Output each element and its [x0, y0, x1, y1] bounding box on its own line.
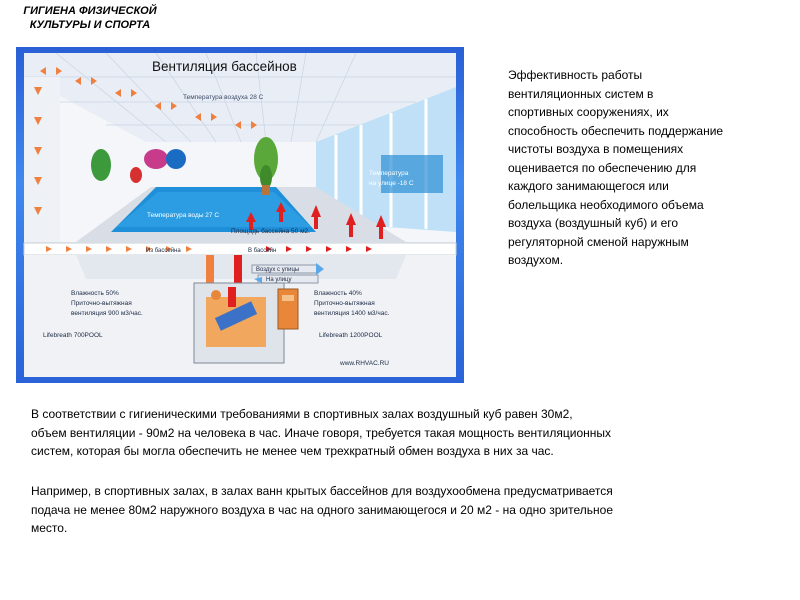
right-humidity-label: Влажность 40%: [314, 290, 362, 297]
right-text-line: чистоты воздуха в помещениях: [508, 142, 684, 156]
outside-temperature-label-2: на улице -18 С: [369, 180, 414, 187]
diagram-illustration: [16, 47, 464, 383]
right-ventilation-unit: [278, 289, 298, 329]
right-text-line: способность обеспечить поддержание: [508, 123, 724, 138]
left-humidity-label: Влажность 50%: [71, 290, 119, 297]
from-pool-label: Из бассейна: [146, 248, 181, 254]
right-paragraph: [508, 66, 778, 270]
paragraph-line: объем вентиляции - 90м2 на человека в час. Иначе говоря, требуется такая мощность вентиляционных: [31, 425, 611, 440]
pool-area-label: Площадь бассейна 50 м2.: [231, 228, 310, 235]
water-temperature-label: Температура воды 27 С: [147, 212, 220, 219]
right-text-line: вентиляционных систем в: [508, 86, 654, 101]
right-text-line: воздуха (воздушный куб) и его: [508, 216, 679, 230]
right-text-line: Эффективность работы: [508, 68, 643, 82]
left-ventilation-type: Приточно-вытяжная: [71, 300, 132, 307]
section-header: [10, 4, 170, 32]
right-ventilation-type: Приточно-вытяжная: [314, 300, 375, 307]
right-ventilation-rate: вентиляция 1400 м3/час.: [314, 310, 390, 317]
header-line-2: КУЛЬТУРЫ И СПОРТА: [29, 19, 151, 31]
left-ventilation-unit: [194, 283, 284, 363]
paragraph-line: систем, которая бы могла обеспечить не менее чем трехкратный обмен воздуха в них за час.: [31, 444, 554, 458]
right-text-line: регуляторной сменой наружным: [508, 234, 689, 249]
paragraph-line: В соответствии с гигиеническими требованиями в спортивных залах воздушный куб равен 30м2,: [31, 407, 573, 421]
right-text-line: оценивается по обеспечению для: [508, 160, 697, 175]
right-text-line: болельщика необходимого объема: [508, 197, 704, 212]
outside-temperature-label-1: Температура: [369, 170, 409, 177]
right-text-line: спортивных сооружениях, их: [508, 105, 669, 119]
left-model-label: Lifebreath 700POOL: [43, 332, 103, 339]
header-line-1: ГИГИЕНА ФИЗИЧЕСКОЙ: [23, 5, 157, 17]
right-model-label: Lifebreath 1200POOL: [319, 332, 383, 339]
pool-ventilation-diagram: [16, 47, 464, 383]
paragraph-line: Например, в спортивных залах, в залах ванн крытых бассейнов для воздухообмена предусматривается: [31, 484, 613, 498]
right-text-line: воздухом.: [508, 253, 564, 267]
to-pool-label: В бассейн: [248, 248, 277, 254]
paragraph-hygiene-requirements: [31, 405, 751, 461]
to-outside-label: На улицу: [266, 277, 292, 283]
left-ventilation-rate: вентиляция 900 м3/час.: [71, 310, 143, 317]
paragraph-line: подача не менее 80м2 наружного воздуха в час на одного занимающегося и 20 м2 - на одно зрительное: [31, 502, 613, 517]
website-label: www.RHVAC.RU: [340, 360, 389, 367]
paragraph-line: место.: [31, 521, 68, 535]
diagram-title: Вентиляция бассейнов: [152, 59, 297, 74]
outside-air-label: Воздух с улицы: [256, 267, 300, 273]
air-temperature-label: Температура воздуха 28 С: [183, 94, 264, 101]
paragraph-example: [31, 482, 751, 538]
right-text-line: каждого занимающегося или: [508, 179, 669, 193]
